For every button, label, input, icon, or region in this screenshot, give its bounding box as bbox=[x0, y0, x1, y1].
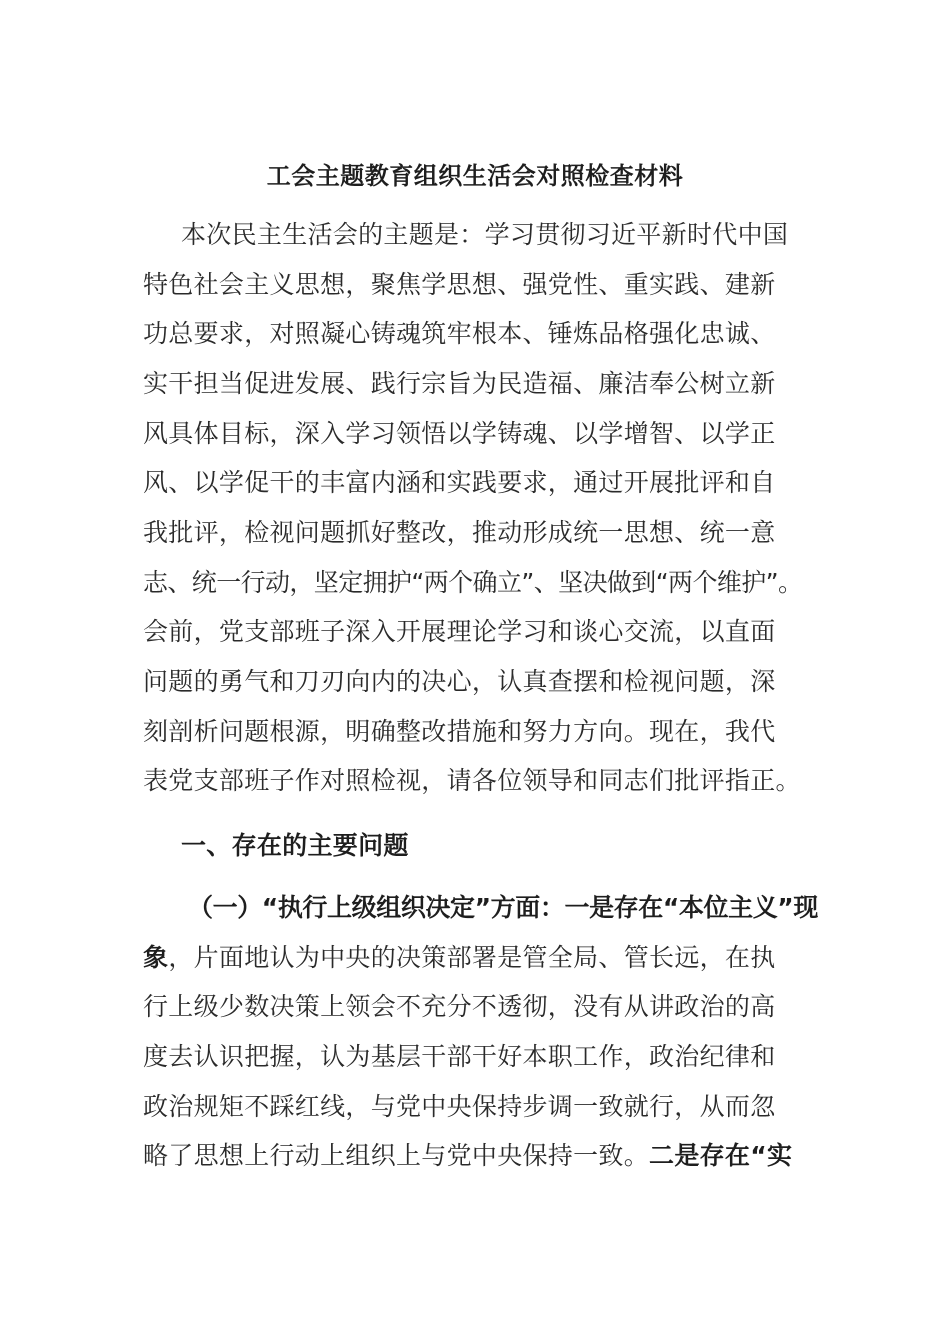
bold-text: 二是存在“实 bbox=[649, 1141, 793, 1170]
body-text: 略了思想上行动上组织上与党中央保持一致。 bbox=[143, 1141, 650, 1170]
paragraph-line: 行上级少数决策上领会不充分不透彻，没有从讲政治的高 bbox=[143, 992, 776, 1021]
paragraph-line: 志、统一行动，坚定拥护“两个确立”、坚决做到“两个维护”。 bbox=[143, 568, 803, 597]
body-text: ，片面地认为中央的决策部署是管全局、管长远，在执 bbox=[168, 943, 776, 972]
paragraph-line: 问题的勇气和刀刃向内的决心，认真查摆和检视问题，深 bbox=[143, 667, 776, 696]
paragraph-line: 刻剖析问题根源，明确整改措施和努力方向。现在，我代 bbox=[143, 717, 776, 746]
paragraph-line: 功总要求，对照凝心铸魂筑牢根本、锤炼品格强化忠诚、 bbox=[143, 319, 776, 348]
bold-text: 象 bbox=[143, 943, 169, 972]
paragraph-line: 会前，党支部班子深入开展理论学习和谈心交流，以直面 bbox=[143, 617, 776, 646]
paragraph-line: 政治规矩不踩红线，与党中央保持步调一致就行，从而忽 bbox=[143, 1092, 776, 1121]
paragraph-line: 度去认识把握，认为基层干部干好本职工作，政治纪律和 bbox=[143, 1042, 776, 1071]
paragraph-line: 本次民主生活会的主题是：学习贯彻习近平新时代中国 bbox=[181, 220, 789, 249]
section-heading: 一、存在的主要问题 bbox=[181, 831, 409, 860]
paragraph-line: 特色社会主义思想，聚焦学思想、强党性、重实践、建新 bbox=[143, 270, 776, 299]
subsection-heading: （一）“执行上级组织决定”方面：一是存在“本位主义”现 bbox=[188, 893, 818, 922]
paragraph-line: 风具体目标，深入学习领悟以学铸魂、以学增智、以学正 bbox=[143, 419, 776, 448]
paragraph-line: 表党支部班子作对照检视，请各位领导和同志们批评指正。 bbox=[143, 766, 801, 795]
paragraph-line: 实干担当促进发展、践行宗旨为民造福、廉洁奉公树立新 bbox=[143, 369, 776, 398]
document-title: 工会主题教育组织生活会对照检查材料 bbox=[266, 162, 684, 190]
paragraph-line: 我批评，检视问题抓好整改，推动形成统一思想、统一意 bbox=[143, 518, 776, 547]
paragraph-line: 风、以学促干的丰富内涵和实践要求，通过开展批评和自 bbox=[143, 468, 776, 497]
paragraph-line bbox=[143, 1138, 823, 1174]
paragraph-line bbox=[143, 940, 823, 976]
